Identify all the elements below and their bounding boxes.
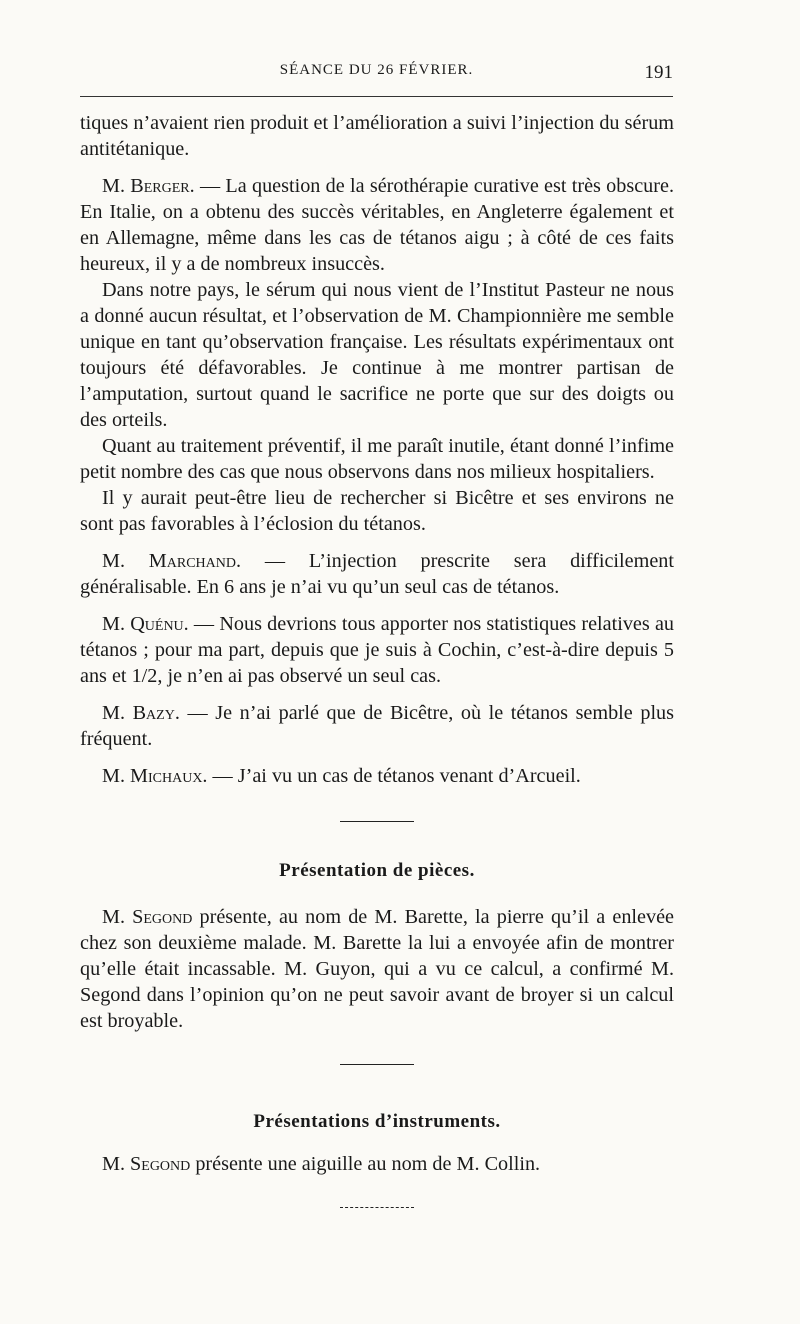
header-rule: [80, 96, 673, 97]
running-title: SÉANCE DU 26 FÉVRIER.: [279, 62, 474, 78]
end-divider: [340, 1207, 414, 1208]
speaker-name: M. Bazy.: [102, 702, 180, 724]
speaker-name: M. Marchand.: [102, 550, 242, 572]
paragraph-michaux: [80, 763, 674, 789]
paragraph-text: — J’ai vu un cas de tétanos venant d’Arcueil.: [207, 765, 581, 787]
speaker-name: M. Segond: [102, 906, 193, 928]
speaker-name: M. Michaux.: [102, 765, 208, 787]
paragraph-text: — Je n’ai parlé que de Bicêtre, où le tétanos semble plus fréquent.: [80, 702, 674, 750]
paragraph-quenu: [80, 611, 674, 689]
speaker-name: M. Berger.: [102, 175, 195, 197]
paragraph-bazy: [80, 700, 674, 752]
speaker-name: M. Quénu.: [102, 613, 189, 635]
page-body: [80, 110, 674, 1208]
paragraph-text: — L’injection prescrite sera difficilement généralisable. En 6 ans je n’ai vu qu’un seul cas de tétanos.: [80, 550, 674, 598]
paragraph-text: — La question de la sérothérapie curative est très obscure. En Italie, on a obtenu des succès véritables, en Angleterre également et en Allemagne, même dans les cas de tétanos aigu ; à côté de ces faits heureux, il y a de nombreux insuccès.: [80, 175, 675, 275]
paragraph-segond-pieces: [80, 904, 674, 1034]
paragraph-berger: [80, 173, 674, 277]
paragraph-segond-instruments: [80, 1151, 674, 1177]
section-divider: [340, 821, 414, 822]
paragraph: Dans notre pays, le sérum qui nous vient de l’Institut Pasteur ne nous a donné aucun résultat, et l’observation de M. Championnière me semble unique en tant qu’observation française. Les résultats expérimentaux ont toujours été défavorables. Je continue à me montrer partisan de l’amputation, surtout quand le sacrifice ne porte que sur des doigts ou des orteils.: [80, 279, 674, 431]
paragraph-marchand: [80, 548, 674, 600]
speaker-name: M. Segond: [102, 1153, 191, 1175]
paragraph-text: présente, au nom de M. Barette, la pierre qu’il a enlevée chez son deuxième malade. M. Barette la lui a envoyée afin de montrer qu’elle était incassable. M. Guyon, qui a vu ce calcul, a confirmé M. Segond dans l’opinion qu’on ne peut savoir avant de broyer si un calcul est broyable.: [80, 906, 674, 1032]
section-title: Présentation de pièces.: [279, 860, 475, 881]
section-title: Présentations d’instruments.: [253, 1111, 501, 1132]
paragraph: Quant au traitement préventif, il me paraît inutile, étant donné l’infime petit nombre des cas que nous observons dans nos milieux hospitaliers.: [80, 435, 674, 483]
page-header: [80, 62, 673, 86]
page-number: 191: [644, 62, 673, 83]
paragraph: tiques n’avaient rien produit et l’amélioration a suivi l’injection du sérum antitétanique.: [80, 112, 674, 160]
paragraph-text: — Nous devrions tous apporter nos statistiques relatives au tétanos ; pour ma part, depuis que je suis à Cochin, c’est-à-dire depuis 5 ans et 1/2, je n’en ai pas observé un seul cas.: [80, 613, 674, 687]
paragraph-text: présente une aiguille au nom de M. Collin.: [190, 1153, 541, 1175]
paragraph: Il y aurait peut-être lieu de rechercher si Bicêtre et ses environs ne sont pas favorables à l’éclosion du tétanos.: [80, 487, 674, 535]
section-divider: [340, 1064, 414, 1065]
